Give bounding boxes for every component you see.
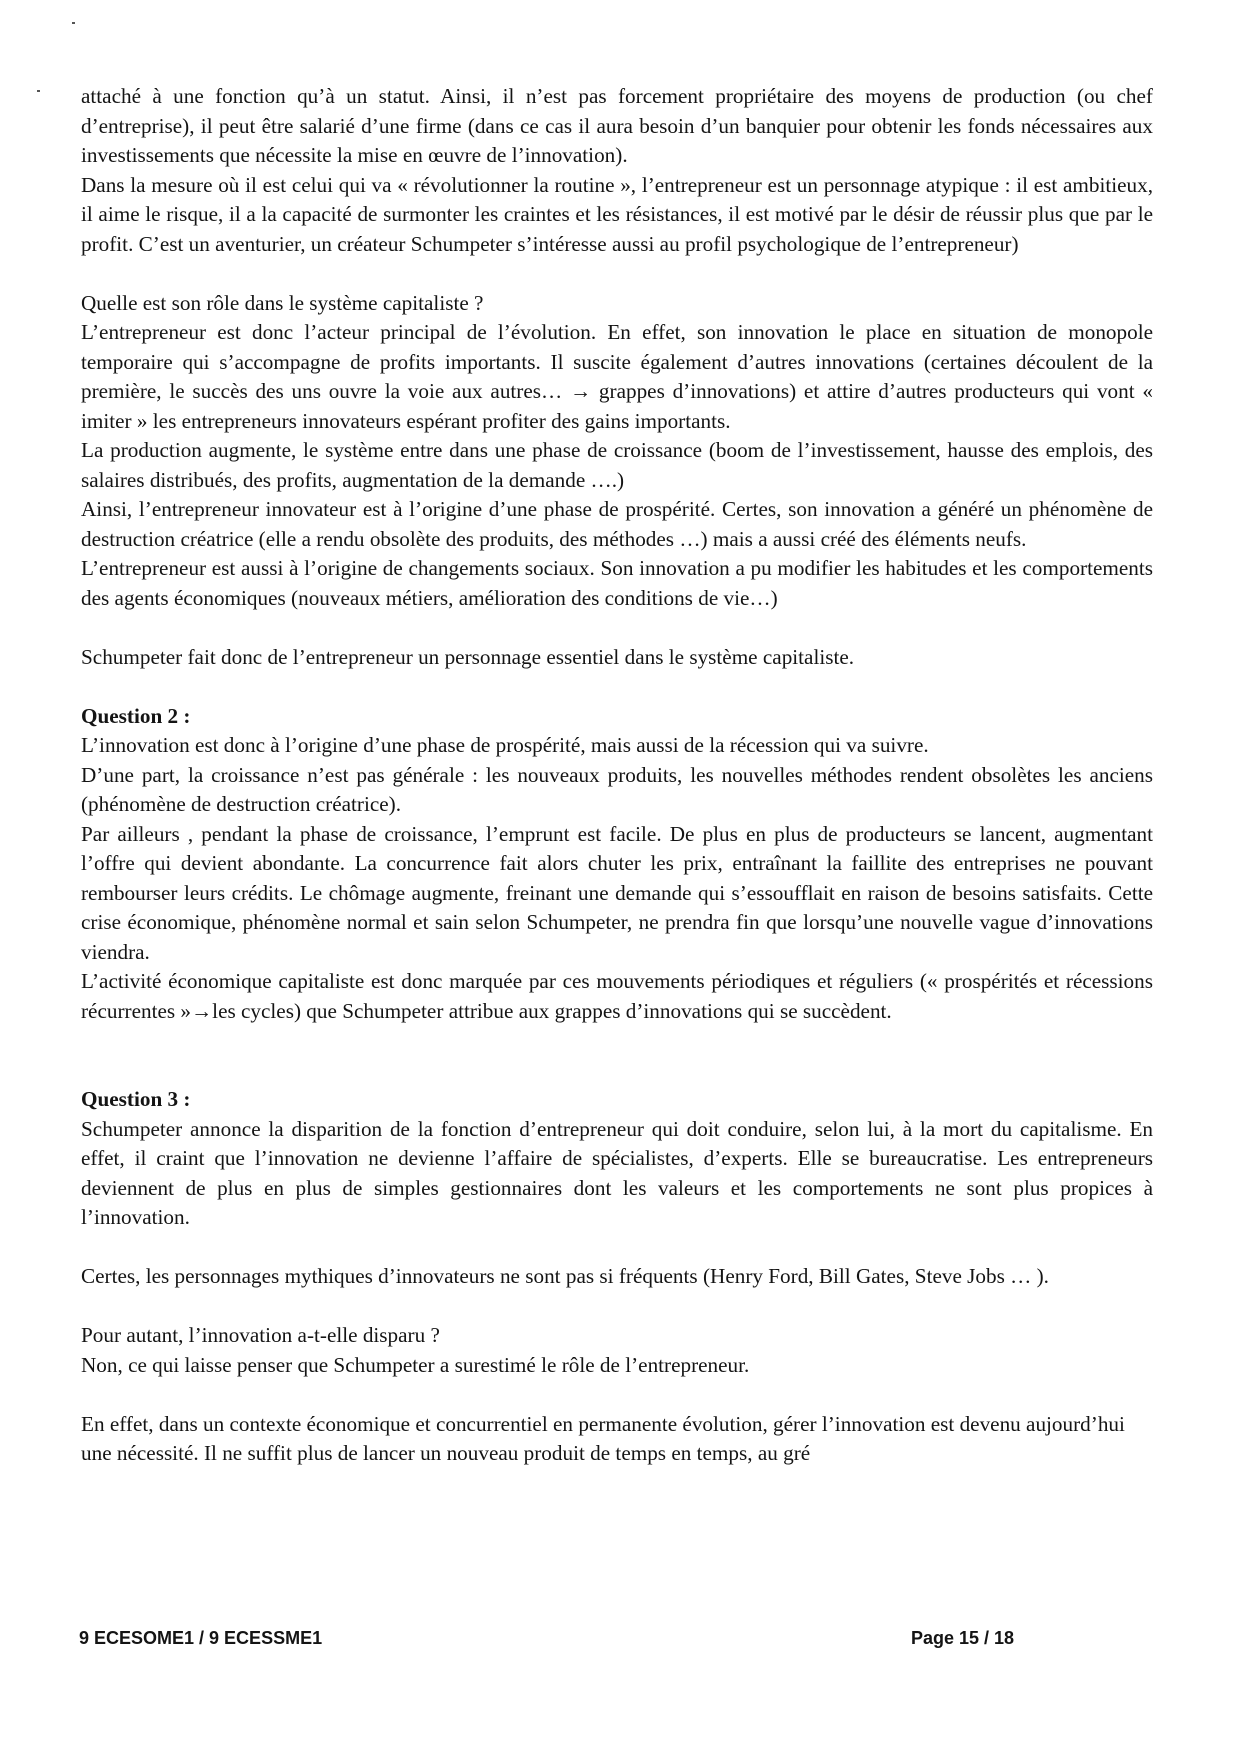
paragraph: Dans la mesure où il est celui qui va « révolutionner la routine », l’entrepreneur est un personnage atypique : il est ambitieux, il aime le risque, il a la capacité de surmonter les craintes et les résistances, il est motivé par le désir de réussir plus que par le profit. C’est un aventurier, un créateur Schumpeter s’intéresse aussi au profil psychologique de l’entrepreneur) xyxy=(81,172,1153,256)
paragraph: Non, ce qui laisse penser que Schumpeter a surestimé le rôle de l’entrepreneur. xyxy=(81,1352,750,1377)
paragraph: attaché à une fonction qu’à un statut. Ainsi, il n’est pas forcement propriétaire des moyens de production (ou chef d’entreprise), il peut être salarié d’une firme (dans ce cas il aura besoin d’un banquier pour obtenir les fonds nécessaires aux investissements que nécessite la mise en œuvre de l’innovation). xyxy=(81,84,1153,167)
paragraph: Ainsi, l’entrepreneur innovateur est à l’origine d’une phase de prospérité. Certes, son innovation a généré un phénomène de destruction créatrice (elle a rendu obsolète des produits, des méthodes …) mais a aussi créé des éléments neufs. xyxy=(81,497,1153,551)
exam-code: 9 ECESOME1 / 9 ECESSME1 xyxy=(79,1628,323,1648)
paragraph: L’entrepreneur est donc l’acteur principal de l’évolution. En effet, son innovation le place en situation de monopole temporaire qui s’accompagne de profits importants. Il suscite également d’autres innovations (certaines découlent de la première, le succès des uns ouvre la voie aux autres… → grappes d’innovations) et attire d’autres producteurs qui vont « imiter » les entrepreneurs innovateurs espérant profiter des gains importants. xyxy=(81,320,1153,433)
question-3-heading: Question 3 : xyxy=(81,1087,191,1111)
paragraph: Schumpeter annonce la disparition de la fonction d’entrepreneur qui doit conduire, selon lui, à la mort du capitalisme. En effet, il craint que l’innovation ne devienne l’affaire de spécialistes, d’experts. Elle se bureaucratise. Les entrepreneurs deviennent de plus en plus de simples gestionnaires dont les valeurs et les comportements ne sont plus propices à l’innovation. xyxy=(81,1116,1153,1229)
paragraph: L’activité économique capitaliste est donc marquée par ces mouvements périodiques et réguliers (« prospérités et récessions récurrentes »→les cycles) que Schumpeter attribue aux grappes d’innovations qui se succèdent. xyxy=(81,969,1153,1023)
paragraph: Pour autant, l’innovation a-t-elle disparu ? xyxy=(81,1323,440,1347)
scan-speck xyxy=(72,22,75,24)
body-text xyxy=(81,82,1153,1469)
paragraph: D’une part, la croissance n’est pas générale : les nouveaux produits, les nouvelles méthodes rendent obsolètes les anciens (phénomène de destruction créatrice). xyxy=(81,762,1153,816)
paragraph: L’innovation est donc à l’origine d’une phase de prospérité, mais aussi de la récession qui va suivre. xyxy=(81,733,929,757)
paragraph: Certes, les personnages mythiques d’innovateurs ne sont pas si fréquents (Henry Ford, Bill Gates, Steve Jobs … ). xyxy=(81,1264,1049,1288)
paragraph: En effet, dans un contexte économique et concurrentiel en permanente évolution, gérer l’innovation est devenu aujourd’hui une nécessité. Il ne suffit plus de lancer un nouveau produit de temps en temps, au gré xyxy=(81,1411,1125,1465)
paragraph: Schumpeter fait donc de l’entrepreneur un personnage essentiel dans le système capitaliste. xyxy=(81,644,855,669)
scan-speck xyxy=(37,90,40,92)
page-number: Page 15 / 18 xyxy=(911,1628,1015,1648)
question-2-heading: Question 2 : xyxy=(81,703,191,728)
section-question: Quelle est son rôle dans le système capitaliste ? xyxy=(81,290,484,315)
paragraph: La production augmente, le système entre dans une phase de croissance (boom de l’investissement, hausse des emplois, des salaires distribués, des profits, augmentation de la demande ….) xyxy=(81,438,1153,492)
paragraph: L’entrepreneur est aussi à l’origine de changements sociaux. Son innovation a pu modifier les habitudes et les comportements des agents économiques (nouveaux métiers, amélioration des conditions de vie…) xyxy=(81,556,1153,610)
paragraph: Par ailleurs , pendant la phase de croissance, l’emprunt est facile. De plus en plus de producteurs se lancent, augmentant l’offre qui devient abondante. La concurrence fait alors chuter les prix, entraînant la faillite des entreprises ne pouvant rembourser leurs crédits. Le chômage augmente, freinant une demande qui s’essoufflait en raison de besoins satisfaits. Cette crise économique, phénomène normal et sain selon Schumpeter, ne prendra fin que lorsqu’une nouvelle vague d’innovations viendra. xyxy=(81,821,1153,964)
